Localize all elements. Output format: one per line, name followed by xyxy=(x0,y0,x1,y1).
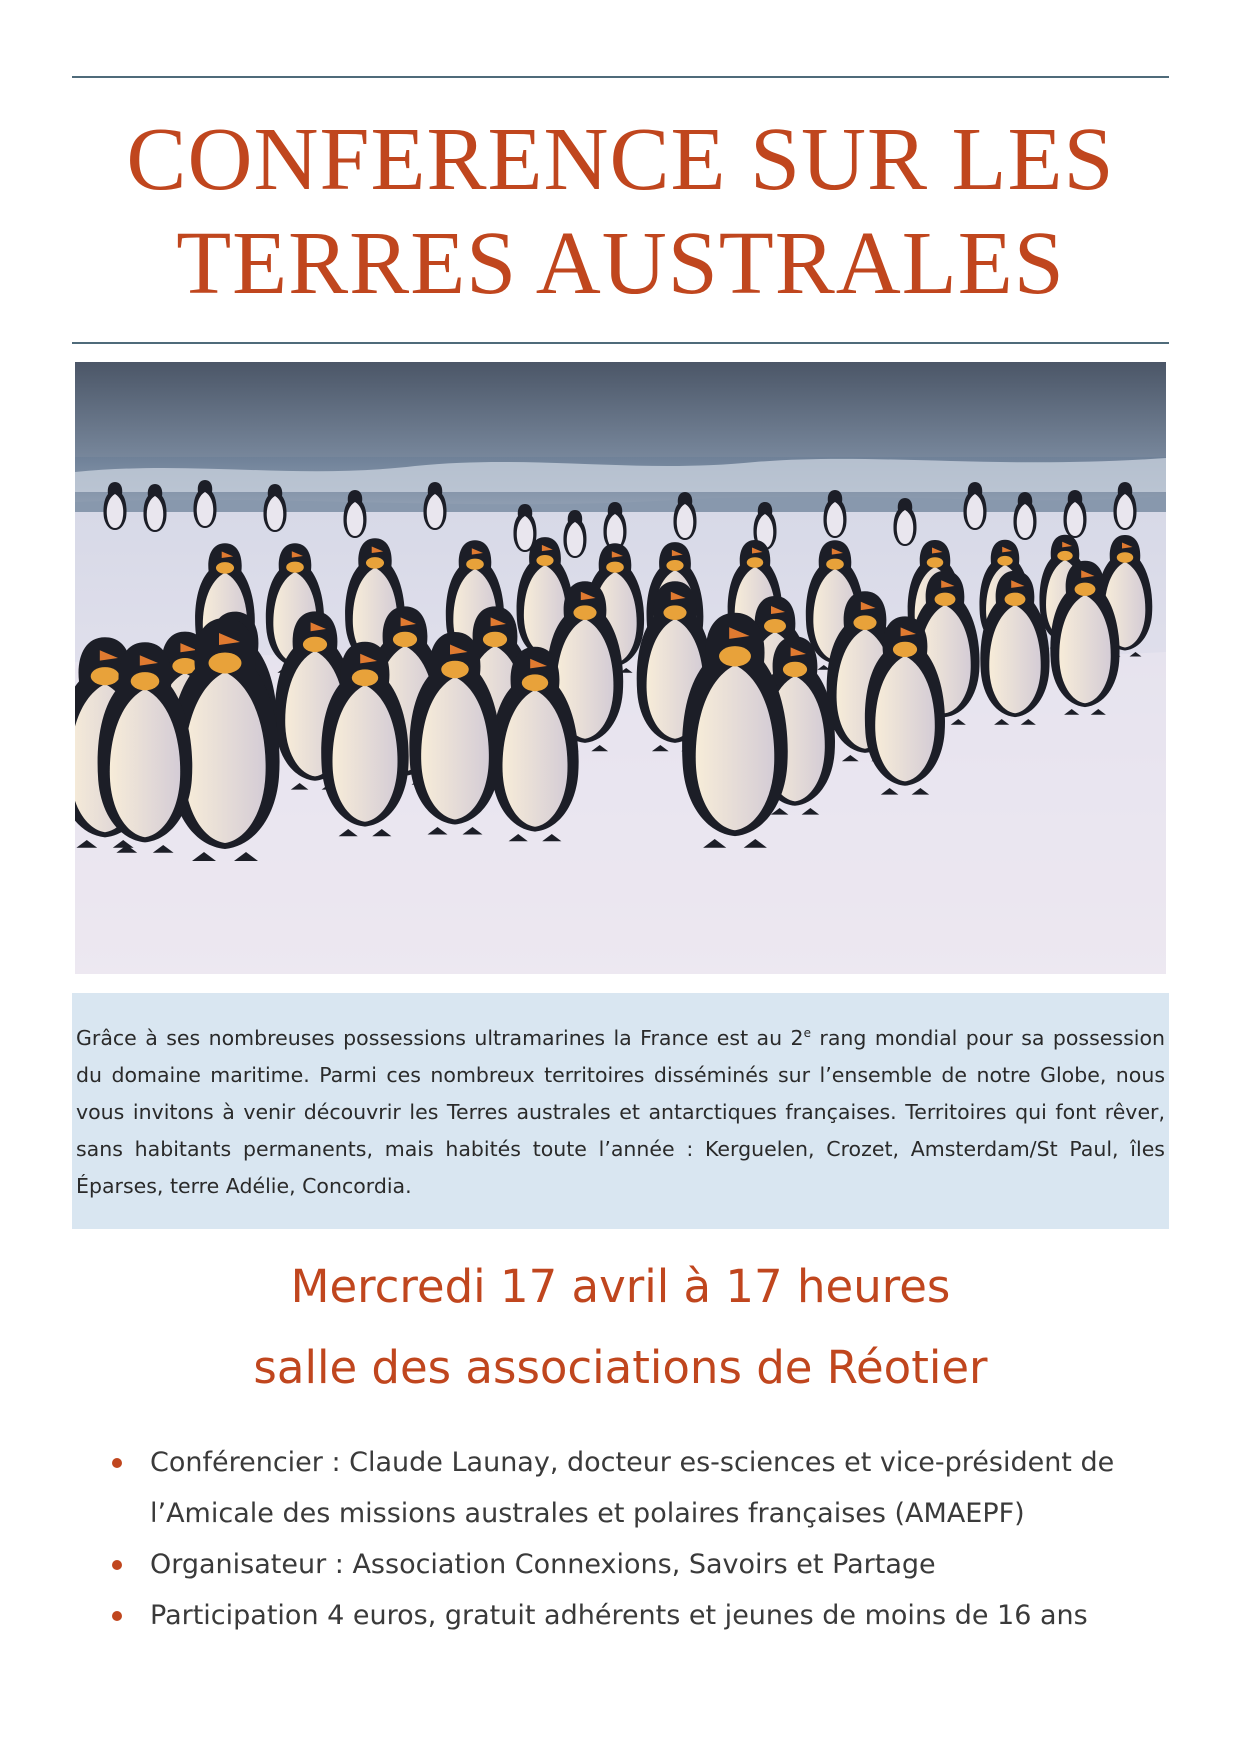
details-list xyxy=(110,1437,1170,1641)
intro-text-rest: rang mondial pour sa possession du domaine maritime. Parmi ces nombreux territoires disséminés sur l’ensemble de notre Globe, nous vous invitons à venir découvrir les Terres australes et antarctiques françaises. Territoires qui font rêver, sans habitants permanents, mais habités toute l’année : Kerguelen, Crozet, Amsterdam/St Paul, îles Éparses, terre Adélie, Concordia. xyxy=(76,1025,1165,1198)
detail-speaker-text: Conférencier : Claude Launay, docteur es-sciences et vice-président de l’Amicale des missions australes et polaires françaises (AMAEPF) xyxy=(150,1447,1115,1529)
event-location: salle des associations de Réotier xyxy=(253,1341,988,1394)
intro-paragraph xyxy=(72,993,1169,1229)
detail-speaker xyxy=(110,1437,1170,1539)
detail-organizer xyxy=(110,1539,1170,1590)
top-rule xyxy=(72,76,1169,78)
page-title xyxy=(60,108,1181,316)
bullet-icon xyxy=(112,1611,122,1621)
bullet-icon xyxy=(112,1560,122,1570)
detail-price xyxy=(110,1590,1170,1641)
detail-organizer-text: Organisateur : Association Connexions, Savoirs et Partage xyxy=(150,1549,936,1580)
penguins-photo xyxy=(75,362,1166,974)
intro-text-start: Grâce à ses nombreuses possessions ultramarines la France est au 2 xyxy=(76,1025,804,1050)
title-line-1: CONFERENCE SUR LES xyxy=(126,110,1115,209)
ordinal-suffix: e xyxy=(803,1026,811,1040)
event-date: Mercredi 17 avril à 17 heures xyxy=(290,1260,951,1313)
bottom-rule xyxy=(72,342,1169,344)
detail-price-text: Participation 4 euros, gratuit adhérents et jeunes de moins de 16 ans xyxy=(150,1600,1088,1631)
bullet-icon xyxy=(112,1458,122,1468)
title-line-2: TERRES AUSTRALES xyxy=(176,214,1065,313)
